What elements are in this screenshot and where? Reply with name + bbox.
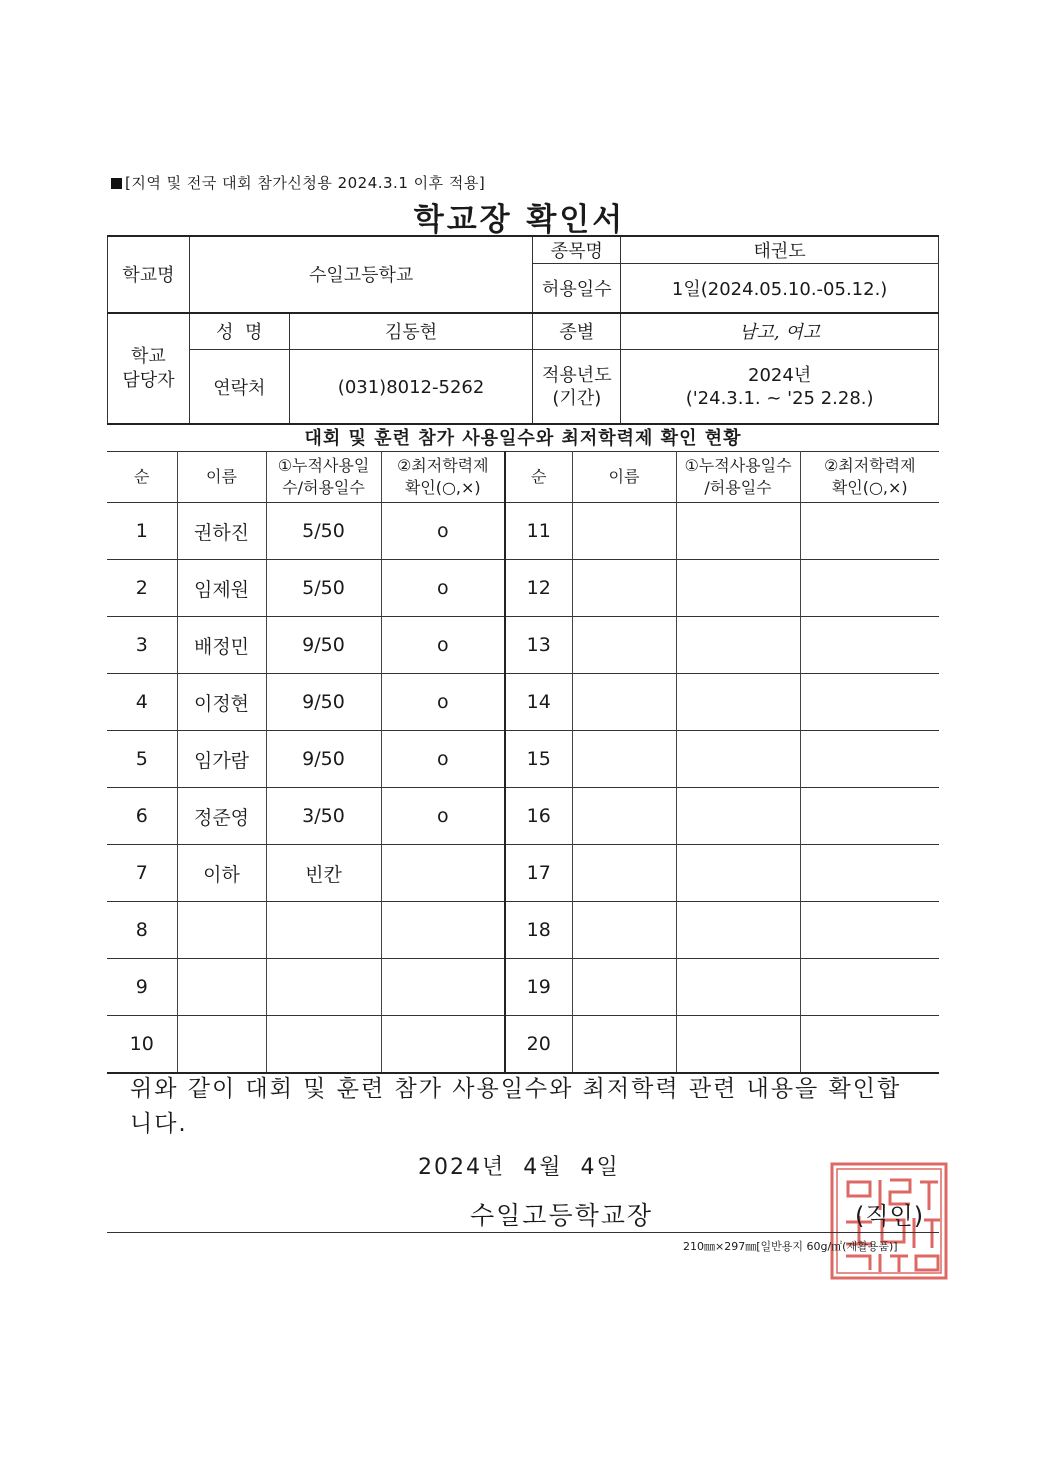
paper-spec: 210㎜×297㎜[일반용지 60g/㎡(재활용품)] [683, 1240, 898, 1253]
row-usage: 9/50 [266, 674, 381, 731]
row-check [381, 959, 505, 1016]
row-name-right [572, 503, 676, 560]
row-name: 권하진 [177, 503, 266, 560]
row-check-right [800, 617, 939, 674]
row-name-right [572, 560, 676, 617]
row-name: 임가람 [177, 731, 266, 788]
contact-label: 연락처 [189, 350, 289, 425]
row-usage-right [676, 959, 800, 1016]
document-title: 학교장 확인서 [413, 202, 626, 238]
row-seq-right: 19 [505, 959, 572, 1016]
year-value: 2024년 ('24.3.1. ~ '25 2.28.) [621, 350, 939, 425]
row-name-right [572, 617, 676, 674]
row-name-right [572, 731, 676, 788]
row-seq-right: 11 [505, 503, 572, 560]
row-name [177, 1016, 266, 1074]
event-value: 태권도 [621, 236, 939, 264]
table-row [107, 902, 939, 959]
row-seq-right: 12 [505, 560, 572, 617]
row-seq: 3 [107, 617, 177, 674]
row-usage [266, 1016, 381, 1074]
row-check: o [381, 674, 505, 731]
usage-table [107, 451, 939, 1074]
event-label: 종목명 [533, 236, 621, 264]
row-seq-right: 17 [505, 845, 572, 902]
row-seq: 5 [107, 731, 177, 788]
name-value: 김동현 [289, 313, 533, 350]
row-name [177, 959, 266, 1016]
header-seq: 순 [107, 452, 177, 503]
row-usage-right [676, 560, 800, 617]
row-name: 이하 [177, 845, 266, 902]
row-check-right [800, 788, 939, 845]
row-usage: 5/50 [266, 503, 381, 560]
row-usage-right [676, 902, 800, 959]
row-usage-right [676, 731, 800, 788]
row-seq-right: 14 [505, 674, 572, 731]
row-name-right [572, 674, 676, 731]
category-label: 종별 [533, 313, 621, 350]
row-usage-right [676, 503, 800, 560]
bottom-divider [107, 1232, 939, 1233]
row-name: 배정민 [177, 617, 266, 674]
header-usage: ①누적사용일 수/허용일수 [266, 452, 381, 503]
row-check-right [800, 1016, 939, 1074]
black-square-icon [111, 178, 122, 189]
row-seq: 8 [107, 902, 177, 959]
confirmation-text: 위와 같이 대회 및 훈련 참가 사용일수와 최저학력 관련 내용을 확인합니다. [130, 1076, 902, 1137]
row-check [381, 1016, 505, 1074]
row-check-right [800, 674, 939, 731]
row-seq: 6 [107, 788, 177, 845]
table-row [107, 788, 939, 845]
row-usage [266, 959, 381, 1016]
seal-label: (직인) [855, 1202, 925, 1230]
row-usage-right [676, 845, 800, 902]
issue-date: 2024년 4월 4일 [418, 1155, 620, 1180]
header-check-right: ②최저학력제 확인(○,×) [800, 452, 939, 503]
table-row [107, 560, 939, 617]
header-seq-right: 순 [505, 452, 572, 503]
row-check: o [381, 788, 505, 845]
principal-title: 수일고등학교장 [470, 1201, 654, 1230]
allowed-days-label: 허용일수 [533, 264, 621, 313]
table-row [107, 845, 939, 902]
row-name-right [572, 845, 676, 902]
row-seq: 2 [107, 560, 177, 617]
table-row [107, 674, 939, 731]
row-check-right [800, 845, 939, 902]
name-label: 성 명 [189, 313, 289, 350]
header-name-right: 이름 [572, 452, 676, 503]
row-seq: 10 [107, 1016, 177, 1074]
row-name-right [572, 902, 676, 959]
row-name-right [572, 959, 676, 1016]
table-row [107, 959, 939, 1016]
category-value: 남고, 여고 [621, 313, 939, 350]
row-name-right [572, 788, 676, 845]
row-check: o [381, 617, 505, 674]
allowed-days-value: 1일(2024.05.10.-05.12.) [621, 264, 939, 313]
header-note: [지역 및 전국 대회 참가신청용 2024.3.1 이후 적용] [111, 172, 485, 193]
table-row [107, 1016, 939, 1074]
row-usage-right [676, 1016, 800, 1074]
row-seq-right: 18 [505, 902, 572, 959]
row-check-right [800, 503, 939, 560]
year-label: 적용년도 (기간) [533, 350, 621, 425]
row-seq-right: 20 [505, 1016, 572, 1074]
row-seq-right: 16 [505, 788, 572, 845]
row-seq-right: 15 [505, 731, 572, 788]
row-seq: 1 [107, 503, 177, 560]
header-name: 이름 [177, 452, 266, 503]
row-check: o [381, 503, 505, 560]
row-name: 이정현 [177, 674, 266, 731]
staff-label: 학교 담당자 [108, 313, 190, 425]
info-table [107, 235, 939, 425]
row-name: 임제원 [177, 560, 266, 617]
row-usage: 빈칸 [266, 845, 381, 902]
row-seq-right: 13 [505, 617, 572, 674]
table-header-row [107, 452, 939, 503]
table-caption: 대회 및 훈련 참가 사용일수와 최저학력제 확인 현황 [107, 423, 939, 453]
row-check [381, 902, 505, 959]
school-name: 수일고등학교 [189, 236, 533, 313]
row-check [381, 845, 505, 902]
row-usage-right [676, 674, 800, 731]
row-seq: 7 [107, 845, 177, 902]
row-check-right [800, 902, 939, 959]
row-usage-right [676, 788, 800, 845]
contact-value: (031)8012-5262 [289, 350, 533, 425]
row-name: 정준영 [177, 788, 266, 845]
row-check: o [381, 560, 505, 617]
row-check-right [800, 560, 939, 617]
row-name-right [572, 1016, 676, 1074]
table-row [107, 731, 939, 788]
table-row [107, 617, 939, 674]
row-usage: 5/50 [266, 560, 381, 617]
row-name [177, 902, 266, 959]
row-seq: 9 [107, 959, 177, 1016]
header-check: ②최저학력제 확인(○,×) [381, 452, 505, 503]
row-usage: 9/50 [266, 617, 381, 674]
row-check-right [800, 959, 939, 1016]
row-seq: 4 [107, 674, 177, 731]
row-usage-right [676, 617, 800, 674]
school-label: 학교명 [108, 236, 190, 313]
header-usage-right: ①누적사용일수 /허용일수 [676, 452, 800, 503]
table-row [107, 503, 939, 560]
row-usage: 3/50 [266, 788, 381, 845]
row-usage [266, 902, 381, 959]
row-check: o [381, 731, 505, 788]
row-check-right [800, 731, 939, 788]
row-usage: 9/50 [266, 731, 381, 788]
